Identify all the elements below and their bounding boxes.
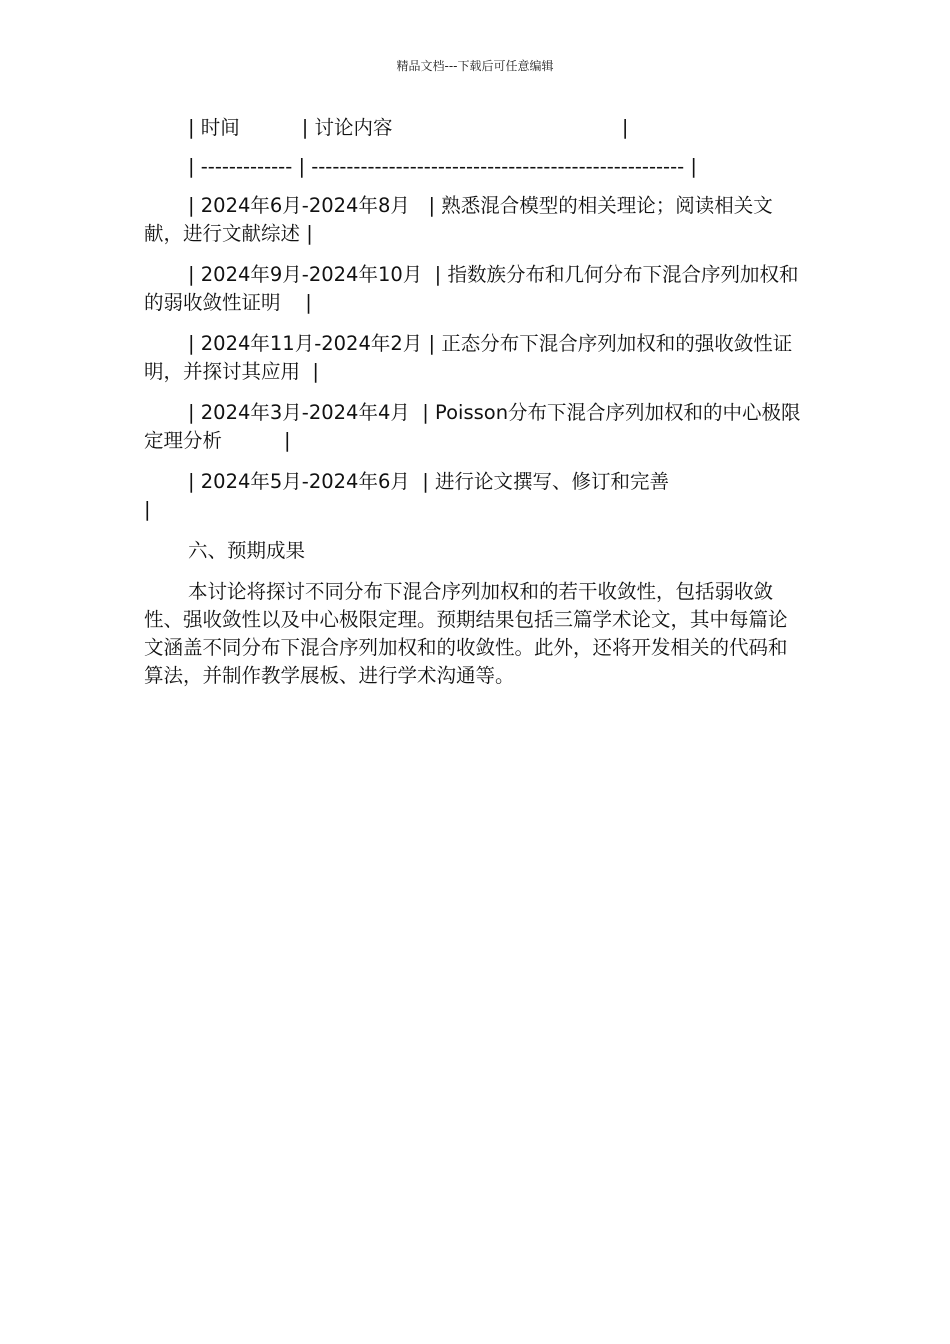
page-header: 精品文档---下载后可任意编辑 — [396, 59, 554, 73]
table-separator-row: | ------------- | ----------------------------------------------------- | — [188, 155, 697, 178]
table-row: | 2024年3月-2024年4月 | Poisson分布下混合序列加权和的中心极限定理分析 | — [144, 401, 801, 452]
table-row: | 2024年6月-2024年8月 | 熟悉混合模型的相关理论；阅读相关文献，进行文献综述 | — [144, 194, 773, 245]
document-body — [144, 114, 856, 690]
table-row: | 2024年5月-2024年6月 | 进行论文撰写、修订和完善 | — [144, 470, 856, 521]
table-header-row: | 时间 | 讨论内容 | — [188, 116, 629, 139]
table-row: | 2024年11月-2024年2月 | 正态分布下混合序列加权和的强收敛性证明，并探讨其应用 | — [144, 332, 793, 383]
section-heading: 六、预期成果 — [188, 539, 306, 562]
section-body: 本讨论将探讨不同分布下混合序列加权和的若干收敛性，包括弱收敛性、强收敛性以及中心极限定理。预期结果包括三篇学术论文，其中每篇论文涵盖不同分布下混合序列加权和的收敛性。此外，还将开发相关的代码和算法，并制作教学展板、进行学术沟通等。 — [144, 580, 788, 687]
table-row: | 2024年9月-2024年10月 | 指数族分布和几何分布下混合序列加权和的弱收敛性证明 | — [144, 263, 799, 314]
